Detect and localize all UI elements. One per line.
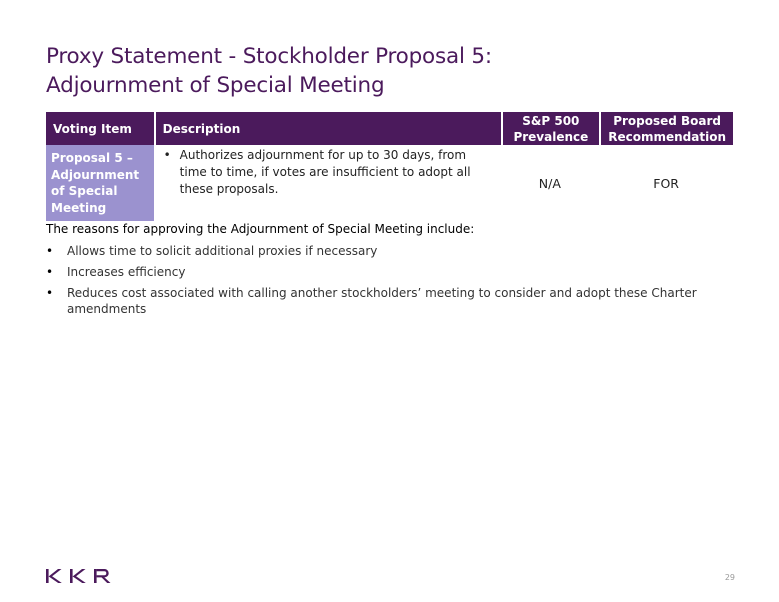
description-text: Authorizes adjournment for up to 30 days, from time to time, if votes are insufficient to adopt all these proposals. bbox=[179, 148, 471, 196]
bullet-icon: • bbox=[46, 286, 54, 300]
table-header-row bbox=[46, 112, 733, 145]
bullet-icon: • bbox=[163, 148, 171, 162]
header-recommendation: Proposed Board Recommendation bbox=[599, 112, 733, 145]
page-number: 29 bbox=[724, 573, 735, 582]
title-line-1: Proxy Statement - Stockholder Proposal 5: bbox=[46, 44, 492, 69]
reasons-list bbox=[46, 243, 746, 317]
kkr-logo bbox=[46, 567, 112, 585]
voting-item-cell: Proposal 5 – Adjournment of Special Meeting bbox=[46, 145, 154, 221]
reasons-section bbox=[46, 221, 746, 322]
title-line-2: Adjournment of Special Meeting bbox=[46, 73, 385, 98]
prevalence-cell: N/A bbox=[538, 175, 561, 191]
page-title bbox=[46, 42, 492, 100]
reason-text: Allows time to solicit additional proxies if necessary bbox=[67, 244, 378, 258]
header-voting-item: Voting Item bbox=[46, 112, 154, 145]
header-prevalence: S&P 500 Prevalence bbox=[501, 112, 600, 145]
recommendation-cell: FOR bbox=[653, 175, 679, 191]
reason-text: Reduces cost associated with calling another stockholders’ meeting to consider and adopt these Charter amendments bbox=[67, 286, 697, 316]
proposal-table bbox=[46, 112, 733, 221]
list-item bbox=[46, 285, 746, 317]
bullet-icon: • bbox=[46, 265, 54, 279]
list-item bbox=[46, 243, 746, 259]
table-row bbox=[46, 145, 733, 221]
reasons-heading: The reasons for approving the Adjournment of Special Meeting include: bbox=[46, 222, 475, 236]
description-cell bbox=[154, 145, 501, 221]
bullet-icon: • bbox=[46, 244, 54, 258]
header-description: Description bbox=[154, 112, 501, 145]
reason-text: Increases efficiency bbox=[67, 265, 186, 279]
list-item bbox=[46, 264, 746, 280]
